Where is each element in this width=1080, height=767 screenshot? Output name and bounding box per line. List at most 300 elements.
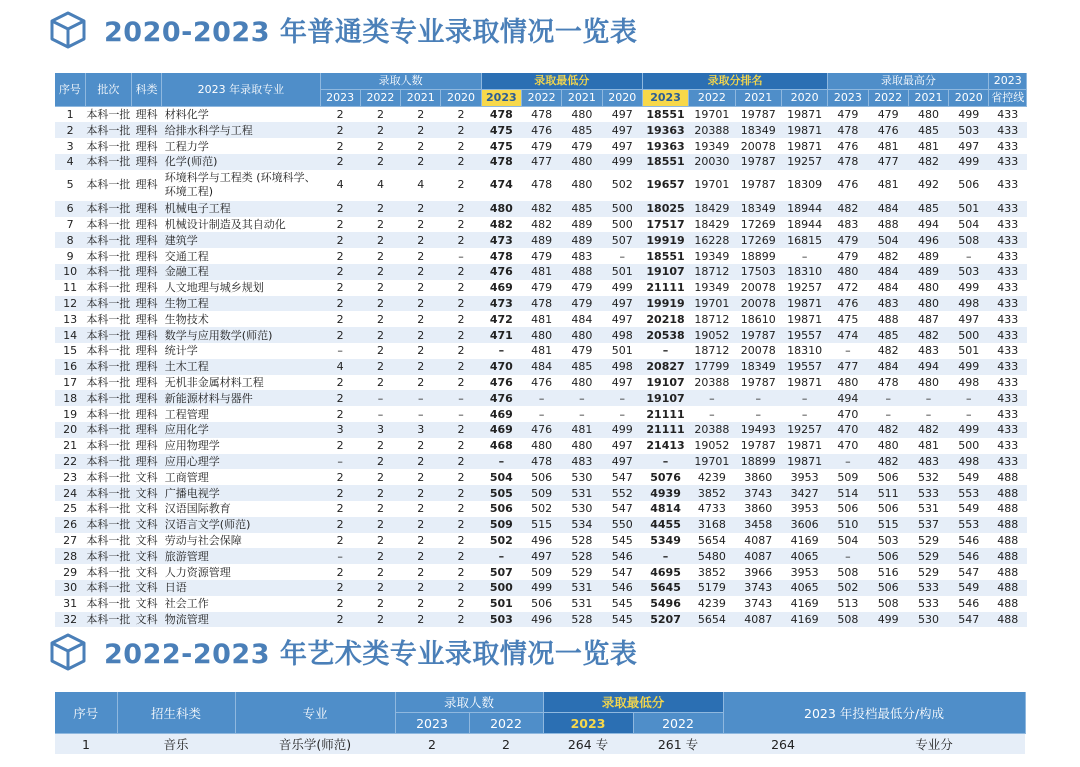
table-cell: 480 [562,170,602,201]
table-cell: – [689,406,735,422]
table-cell: 481 [908,438,948,454]
table-cell: 480 [868,438,908,454]
table-cell: 2 [441,296,481,312]
table-cell: 484 [868,359,908,375]
table-cell: 2 [320,217,360,233]
table-cell: 19557 [781,327,827,343]
table-cell: – [908,406,948,422]
table-cell: 5076 [642,469,688,485]
table-cell: 本科一批 [86,107,131,121]
col-max: 录取最高分 [828,73,989,89]
table-cell: 532 [908,469,948,485]
table-cell: 264 [723,734,843,755]
table-cell: 480 [562,438,602,454]
table-cell: 497 [949,311,989,327]
art-admission-body [55,734,1025,755]
table-cell: 480 [521,438,561,454]
table-cell: 28 [55,548,85,564]
table-row [55,217,1027,233]
table-row [55,375,1027,391]
table-cell: 本科一批 [86,155,131,169]
table-cell: – [868,406,908,422]
table-cell: 工商管理 [162,469,320,485]
table-cell: 2 [401,122,441,138]
table-cell: 468 [481,438,521,454]
table-cell: 工程管理 [162,406,320,422]
table-cell: 499 [949,359,989,375]
table-cell: 交通工程 [162,248,320,264]
table-cell: – [320,454,360,470]
table-cell: 3 [360,422,400,438]
table-cell: 480 [481,201,521,217]
table-cell: 18349 [735,359,781,375]
table-cell: 18349 [735,201,781,217]
table-cell: 500 [481,580,521,596]
page-title: 2020-2023 年普通类专业录取情况一览表 [104,17,638,48]
table-cell: 2 [360,612,400,628]
table-cell: 19871 [781,311,827,327]
table-cell: 19107 [642,264,688,280]
table-cell: 2 [441,264,481,280]
table-cell: – [828,343,868,359]
table-cell: 11 [55,280,85,296]
table-cell: 482 [481,217,521,233]
table-cell: 501 [602,264,642,280]
table-cell: 2 [441,422,481,438]
table-cell: 509 [481,517,521,533]
table-cell: 481 [521,343,561,359]
table-cell: 统计学 [162,343,320,359]
table-cell: 515 [521,517,561,533]
year-2023: 2023 [642,89,688,106]
table-cell: 19 [55,406,85,422]
table-cell: 480 [908,296,948,312]
table-row [55,154,1027,170]
table-cell: 497 [602,375,642,391]
table-cell: 530 [562,469,602,485]
table-cell: 481 [521,311,561,327]
table-cell: 480 [828,264,868,280]
table-cell: 8 [55,232,85,248]
table-cell: 545 [602,533,642,549]
table-cell: 本科一批 [86,565,131,579]
year-2020: 2020 [602,89,642,106]
col-seq: 序号 [55,73,85,106]
table-cell: 生物技术 [162,311,320,327]
table-cell: 本科一批 [86,581,131,595]
table-cell: 2 [401,248,441,264]
table-cell: 19871 [781,106,827,122]
table-cell: 理科 [132,232,162,248]
table-row [55,422,1027,438]
table-cell: 2 [360,106,400,122]
table-cell: 19349 [689,280,735,296]
table-cell: 2 [320,311,360,327]
table-row [55,280,1027,296]
table-cell: 506 [868,469,908,485]
table-cell: 5179 [689,580,735,596]
table-cell: 475 [481,138,521,154]
table-cell: 19871 [781,438,827,454]
table-cell: 264 专 [543,734,633,755]
table-cell: 理科 [132,327,162,343]
table-cell: 理科 [132,154,162,170]
table-cell: 本科一批 [86,502,131,516]
table-cell: 488 [989,580,1027,596]
table-cell: 2 [401,454,441,470]
table-cell: 18310 [781,264,827,280]
table-cell: 499 [602,154,642,170]
table-cell: 433 [989,280,1027,296]
table-cell: 本科一批 [86,454,131,468]
table-cell: 2 [469,734,543,755]
table-cell: 20078 [735,280,781,296]
table-cell: 476 [828,170,868,201]
table-cell: 19787 [735,438,781,454]
table-cell: 480 [562,327,602,343]
table-cell: 2 [320,232,360,248]
col-ctrl-year: 2023 [989,73,1027,89]
table-cell: 2 [360,517,400,533]
table-cell: 476 [521,122,561,138]
table-cell: 19701 [689,296,735,312]
table-cell: 507 [481,564,521,580]
table-cell: 503 [949,264,989,280]
table-cell: 20078 [735,138,781,154]
table-cell: 502 [828,580,868,596]
table-cell: 土木工程 [162,359,320,375]
col-major: 专业 [235,692,395,734]
table-cell: 500 [949,327,989,343]
table-cell: 文科 [132,564,162,580]
table-cell: 4 [360,170,400,201]
table-cell: 18025 [642,201,688,217]
table-cell: 502 [521,501,561,517]
table-cell: 433 [989,248,1027,264]
table-cell: 2 [395,734,469,755]
table-cell: 550 [602,517,642,533]
table-cell: 18429 [689,217,735,233]
table-cell: 2 [320,438,360,454]
table-cell: 433 [989,406,1027,422]
table-cell: 本科一批 [86,328,131,342]
table-cell: 4239 [689,596,735,612]
table-cell: – [521,390,561,406]
table-cell: 2 [360,296,400,312]
table-row [55,343,1027,359]
table-cell: 本科一批 [86,281,131,295]
table-cell: 509 [521,564,561,580]
table-cell: 482 [868,422,908,438]
table-cell: 19557 [781,359,827,375]
table-cell: 5480 [689,548,735,564]
table-cell: 2 [401,343,441,359]
table-cell: 475 [481,122,521,138]
table-cell: 4814 [642,501,688,517]
table-cell: 470 [828,438,868,454]
table-cell: – [401,390,441,406]
table-cell: 2 [441,343,481,359]
table-cell: 469 [481,422,521,438]
table-cell: 2 [55,122,85,138]
table-cell: 476 [481,375,521,391]
table-cell: 433 [989,438,1027,454]
table-cell: – [441,406,481,422]
table-cell: 2 [441,533,481,549]
table-cell: 489 [908,248,948,264]
table-cell: 4169 [781,533,827,549]
table-cell: 2 [320,596,360,612]
table-cell: 488 [989,596,1027,612]
table-cell: 19363 [642,122,688,138]
table-cell: 22 [55,454,85,470]
table-cell: 506 [521,469,561,485]
table-cell: 477 [521,154,561,170]
table-cell: 理科 [132,122,162,138]
year-2023: 2023 [395,713,469,734]
table-cell: 20388 [689,375,735,391]
table-cell: 2 [320,564,360,580]
table-cell: 2 [360,248,400,264]
table-cell: 472 [828,280,868,296]
table-cell: 433 [989,201,1027,217]
year-2023: 2023 [543,713,633,734]
table-cell: 4733 [689,501,735,517]
table-row [55,170,1027,201]
table-cell: – [441,390,481,406]
table-cell: 2 [441,170,481,201]
table-cell: – [481,454,521,470]
table-cell: 473 [481,296,521,312]
table-cell: 547 [949,564,989,580]
year-2022: 2022 [868,89,908,106]
table-cell: 2 [441,154,481,170]
table-cell: 4 [401,170,441,201]
table-cell: – [441,248,481,264]
table-cell: – [642,343,688,359]
table-cell: 511 [868,485,908,501]
year-2021: 2021 [908,89,948,106]
table-cell: 5 [55,170,85,201]
col-ctrl: 省控线 [989,89,1027,106]
table-cell: 499 [949,422,989,438]
table-cell: 485 [562,359,602,375]
table-cell: 17799 [689,359,735,375]
table-cell: 19871 [781,138,827,154]
table-cell: 4695 [642,564,688,580]
table-cell: 3860 [735,469,781,485]
table-cell: 506 [868,580,908,596]
table-cell: 503 [481,612,521,628]
table-cell: 476 [481,390,521,406]
table-cell: 2 [441,201,481,217]
year-2022: 2022 [521,89,561,106]
table-cell: 18551 [642,248,688,264]
table-cell: 545 [602,612,642,628]
table-cell: 3953 [781,564,827,580]
table-cell: 18551 [642,106,688,122]
table-cell: 503 [868,533,908,549]
table-cell: 484 [868,264,908,280]
table-cell: 18712 [689,311,735,327]
cube-icon [50,633,86,671]
table-cell: 473 [481,232,521,248]
table-cell: 2 [360,264,400,280]
table-cell: 492 [908,170,948,201]
table-cell: 433 [989,422,1027,438]
table-cell: 18899 [735,454,781,470]
table-cell: 2 [320,375,360,391]
table-cell: 3953 [781,469,827,485]
table-cell: 19871 [781,296,827,312]
table-cell: 本科一批 [86,360,131,374]
table-cell: 529 [908,533,948,549]
table-cell: 507 [602,232,642,248]
table-cell: 482 [908,154,948,170]
table-cell: 18944 [781,217,827,233]
table-cell: 497 [521,548,561,564]
col-subject: 招生科类 [117,692,235,734]
year-2020: 2020 [441,89,481,106]
table-cell: 485 [908,122,948,138]
table-cell: 477 [868,154,908,170]
table-cell: 498 [949,375,989,391]
table-cell: 533 [908,580,948,596]
table-row [55,580,1027,596]
table-cell: 500 [949,438,989,454]
table-cell: 2 [360,359,400,375]
table-cell: 2 [441,438,481,454]
table-cell: 3427 [781,485,827,501]
table-cell: 509 [828,469,868,485]
table-cell: 469 [481,406,521,422]
table-cell: 488 [989,501,1027,517]
table-row [55,438,1027,454]
table-cell: 475 [828,311,868,327]
table-cell: 3 [320,422,360,438]
table-cell: 环境科学与工程类 (环境科学、环境工程) [162,170,320,201]
table-cell: 19871 [781,375,827,391]
table-cell: 本科一批 [86,470,131,484]
table-cell: 5207 [642,612,688,628]
table-cell: 2 [441,612,481,628]
col-subject: 科类 [132,73,162,106]
table-cell: 478 [521,170,561,201]
table-cell: 2 [401,438,441,454]
table-cell: 4 [55,154,85,170]
table-cell: 488 [989,469,1027,485]
table-cell: 2 [401,106,441,122]
table-cell: 529 [562,564,602,580]
table-cell: 480 [562,106,602,122]
table-cell: 数学与应用数学(师范) [162,327,320,343]
table-cell: 2 [441,280,481,296]
table-cell: 文科 [132,469,162,485]
table-cell: 478 [521,106,561,122]
table-cell: 3743 [735,580,781,596]
table-cell: 2 [360,485,400,501]
table-row [55,106,1027,122]
table-cell: 506 [949,170,989,201]
table-row [55,406,1027,422]
table-row [55,596,1027,612]
table-cell: 469 [481,280,521,296]
table-cell: 509 [521,485,561,501]
table-cell: 文科 [132,596,162,612]
table-cell: 4087 [735,548,781,564]
table-cell: 本科一批 [86,549,131,563]
table-cell: 2 [360,122,400,138]
table-cell: 19363 [642,138,688,154]
col-min: 录取最低分 [481,73,642,89]
table-cell: 546 [602,548,642,564]
table-cell: 497 [949,138,989,154]
col-composition: 2023 年投档最低分/构成 [723,692,1025,734]
table-cell: 本科一批 [86,533,131,547]
table-cell: 546 [949,596,989,612]
table-cell: 498 [949,454,989,470]
table-cell: 485 [908,201,948,217]
table-cell: 25 [55,501,85,517]
table-cell: 17269 [735,217,781,233]
table-cell: 3743 [735,596,781,612]
table-cell: 20 [55,422,85,438]
table-cell: 2 [401,311,441,327]
table-cell: 478 [481,248,521,264]
table-cell: – [521,406,561,422]
table-cell: 19701 [689,106,735,122]
table-cell: 489 [562,232,602,248]
table-cell: 433 [989,232,1027,248]
table-cell: 汉语国际教育 [162,501,320,517]
col-rank: 录取分排名 [642,73,827,89]
year-2021: 2021 [735,89,781,106]
table-cell: 483 [828,217,868,233]
table-cell: 476 [828,296,868,312]
table-cell: 2 [401,327,441,343]
table-cell: 2 [360,533,400,549]
table-cell: 2 [401,138,441,154]
table-cell: 本科一批 [86,249,131,263]
table-cell: – [781,248,827,264]
table-cell: 433 [989,327,1027,343]
table-cell: – [360,390,400,406]
table-cell: 514 [828,485,868,501]
table-cell: 19493 [735,422,781,438]
table-cell: 513 [828,596,868,612]
table-cell: 530 [562,501,602,517]
table-cell: 本科一批 [86,407,131,421]
table-cell: 理科 [132,201,162,217]
table-cell: 31 [55,596,85,612]
table-cell: 本科一批 [86,123,131,137]
table-cell: 理科 [132,359,162,375]
table-cell: 433 [989,122,1027,138]
table-cell: 2 [401,533,441,549]
table-cell: 29 [55,564,85,580]
table-cell: 本科一批 [86,202,131,216]
table-cell: 金融工程 [162,264,320,280]
table-cell: 19701 [689,170,735,201]
table-cell: 18712 [689,343,735,359]
table-cell: 16815 [781,232,827,248]
table-cell: – [481,343,521,359]
table-cell: 2 [360,501,400,517]
table-cell: 5654 [689,533,735,549]
table-cell: 理科 [132,311,162,327]
table-cell: 21413 [642,438,688,454]
table-cell: 广播电视学 [162,485,320,501]
